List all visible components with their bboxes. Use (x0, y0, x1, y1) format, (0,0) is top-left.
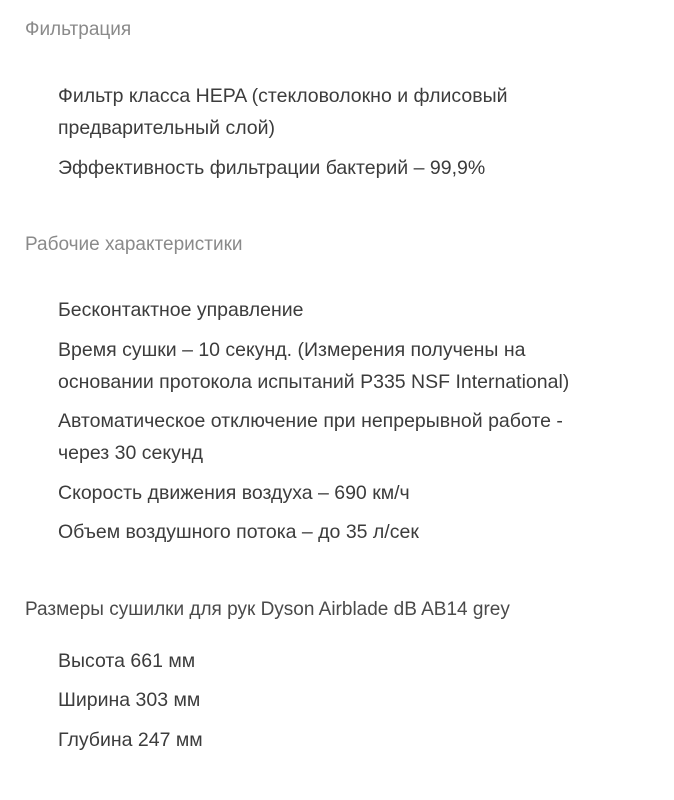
spec-line: Эффективность фильтрации бактерий – 99,9% (58, 157, 486, 179)
spec-line: Фильтр класса HEPA (стекловолокно и флисовый (58, 85, 508, 107)
spec-line: Ширина 303 мм (58, 689, 201, 711)
spec-item-depth (58, 724, 658, 756)
spec-line: Скорость движения воздуха – 690 км/ч (58, 482, 410, 504)
spec-line: Высота 661 мм (58, 650, 196, 672)
spec-line: Автоматическое отключение при непрерывной работе - (58, 410, 563, 432)
spec-item-drying-time (58, 334, 658, 398)
spec-line: Время сушки – 10 секунд. (Измерения получены на (58, 339, 526, 361)
spec-line: Бесконтактное управление (58, 299, 304, 321)
section-title-performance: Рабочие характеристики (25, 234, 243, 255)
spec-line: Глубина 247 мм (58, 729, 203, 751)
spec-item-bacteria-efficiency (58, 152, 658, 184)
spec-item-auto-shutoff (58, 405, 658, 469)
spec-item-hepa-filter (58, 80, 658, 144)
spec-item-touchless (58, 294, 658, 326)
section-title-dimensions: Размеры сушилки для рук Dyson Airblade dB AB14 grey (25, 599, 510, 620)
section-title-filtration: Фильтрация (25, 19, 132, 40)
spec-item-width (58, 684, 658, 716)
spec-item-airflow-volume (58, 516, 658, 548)
spec-item-height (58, 645, 658, 677)
spec-line: предварительный слой) (58, 117, 276, 139)
spec-line: Объем воздушного потока – до 35 л/сек (58, 521, 419, 543)
spec-item-air-speed (58, 477, 658, 509)
spec-line: основании протокола испытаний P335 NSF International) (58, 371, 570, 393)
spec-line: через 30 секунд (58, 442, 203, 464)
